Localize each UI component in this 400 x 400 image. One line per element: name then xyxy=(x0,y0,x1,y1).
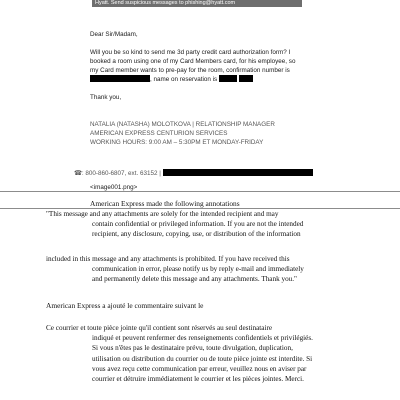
disclaimer-en-2-rest: communication in error, please notify us by reply e-mail and immediately and permanently delete this message and any attachments. Thank you." xyxy=(92,265,304,284)
disclaimer-en-2 xyxy=(46,254,316,285)
redacted-email xyxy=(163,169,313,176)
disclaimer-en-1 xyxy=(46,209,306,240)
disclaimer-fr-rest: indiqué et peuvent renfermer des renseignements confidentiels et privilégiés. Si vous n'êtes pas le destinataire prévu, toute divulgation, duplication, utilisation ou distribution du courrier ou de toute pièce jointe est interdite. Si vous avez reçu cette communication par erreur, veuillez nous en aviser par courrier et détruire immédiatement le courrier et les pièces jointes. Merci. xyxy=(92,334,313,384)
attachment-placeholder: <image001.png> xyxy=(90,184,138,191)
divider-top xyxy=(0,191,400,192)
name-on-reservation-text: , name on reservation is xyxy=(150,76,218,83)
email-body xyxy=(90,30,320,147)
body-line-2: booked a room using one of my Card Members card, for his employee, so xyxy=(90,58,296,65)
disclaimer-en-2-line0: included in this message and any attachments is prohibited. If you have received this xyxy=(46,255,290,263)
disclaimer-fr-line0: Ce courrier et toute pièce jointe qu'il contient sont réservés au seul destinataire xyxy=(46,324,273,332)
signature-hours: WORKING HOURS: 9:00 AM – 5:30PM ET MONDAY-FRIDAY xyxy=(90,139,264,146)
disclaimer-fr xyxy=(46,323,316,384)
greeting: Dear Sir/Madam, xyxy=(90,31,138,38)
signature-name: NATALIA (NATASHA) MOLOTKOVA | RELATIONSHIP MANAGER xyxy=(90,121,275,128)
signature-phone: ☎: 800-860-6807, ext. 63152 | xyxy=(74,170,161,177)
thanks: Thank you, xyxy=(90,94,122,101)
annotations-title: American Express made the following annotations xyxy=(90,199,240,208)
redacted-confirmation-number xyxy=(90,75,150,82)
phishing-warning-banner: Hyatt. Send suspicious messages to phishing@hyatt.com xyxy=(92,0,302,7)
redacted-name-first xyxy=(219,75,237,82)
signature-company: AMERICAN EXPRESS CENTURION SERVICES xyxy=(90,130,228,137)
redacted-name-last xyxy=(239,75,253,82)
body-line-1: Will you be so kind to send me 3d party credit card authorization form? I xyxy=(90,49,291,56)
disclaimer-en-1-rest: contain confidential or privileged information. If you are not the intended recipient, any disclosure, copying, use, or distribution of the information xyxy=(92,220,304,239)
signature-phone-row xyxy=(74,169,313,178)
body-line-3: my Card member wants to pre-pay for the room, confirmation number is xyxy=(90,67,290,74)
annotations-title-fr: American Express a ajouté le commentaire suivant le xyxy=(46,301,204,310)
disclaimer-en-1-line0: "This message and any attachments are solely for the intended recipient and may xyxy=(46,210,279,218)
